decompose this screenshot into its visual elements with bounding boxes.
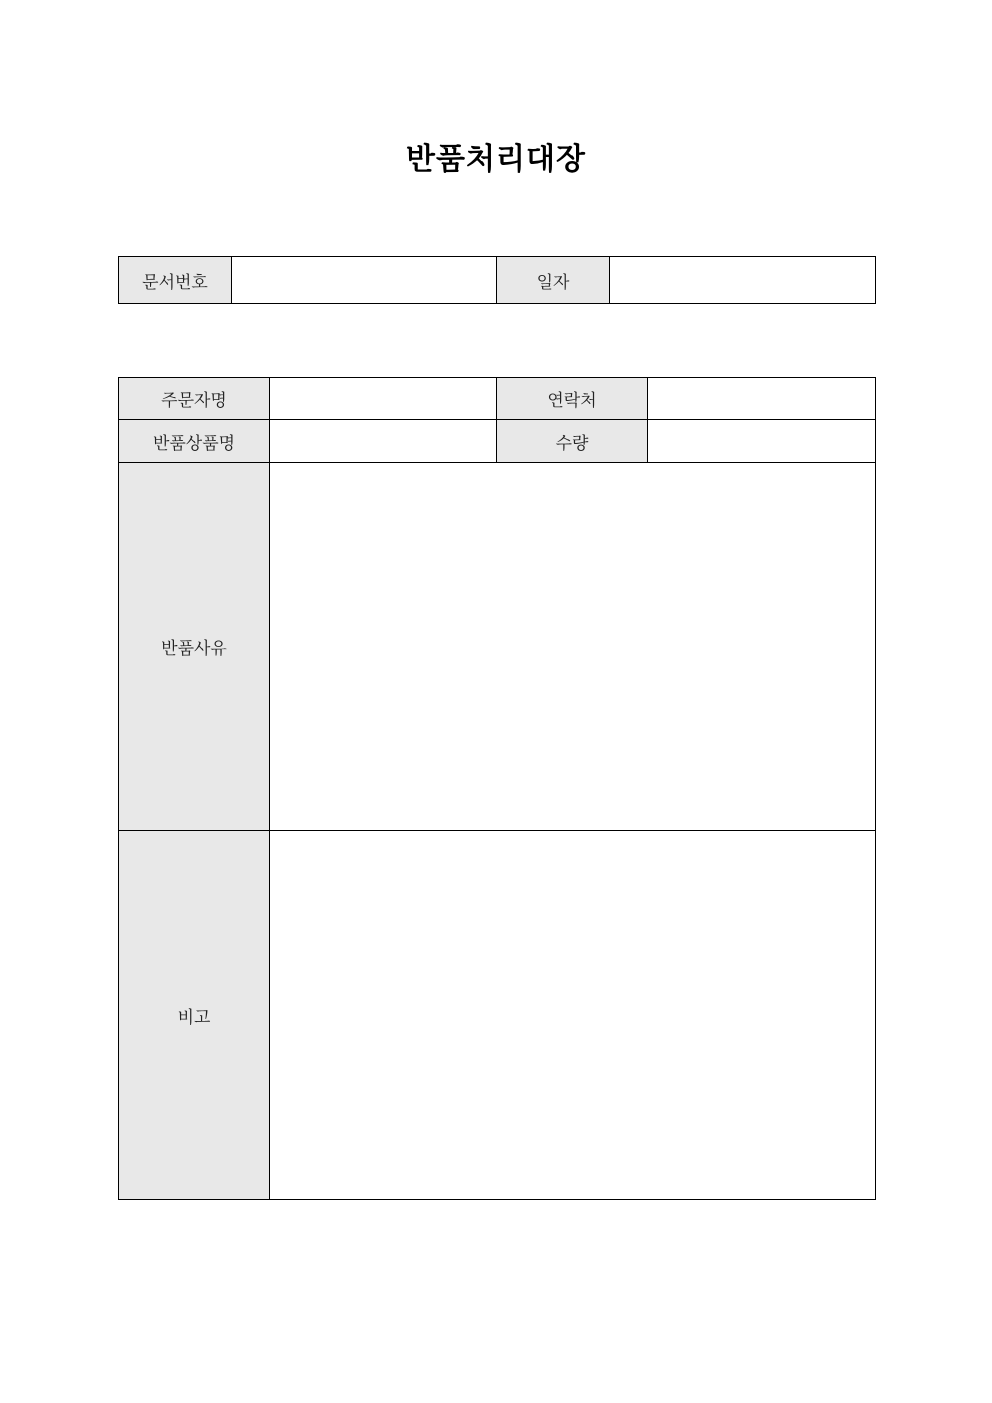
orderer-name-label: 주문자명 xyxy=(119,378,270,420)
remarks-field[interactable] xyxy=(270,831,876,1200)
return-reason-label: 반품사유 xyxy=(119,463,270,831)
reason-row xyxy=(119,463,876,831)
doc-number-label: 문서번호 xyxy=(119,257,232,304)
product-row xyxy=(119,420,876,463)
remarks-label: 비고 xyxy=(119,831,270,1200)
doc-number-field[interactable] xyxy=(232,257,497,304)
quantity-field[interactable] xyxy=(648,420,876,463)
date-field[interactable] xyxy=(610,257,876,304)
return-reason-field[interactable] xyxy=(270,463,876,831)
quantity-label: 수량 xyxy=(497,420,648,463)
product-name-field[interactable] xyxy=(270,420,497,463)
orderer-row xyxy=(119,378,876,420)
product-name-label: 반품상품명 xyxy=(119,420,270,463)
remarks-row xyxy=(119,831,876,1200)
return-details-table xyxy=(118,377,876,1200)
date-label: 일자 xyxy=(497,257,610,304)
page-title: 반품처리대장 xyxy=(406,142,586,177)
contact-label: 연락처 xyxy=(497,378,648,420)
orderer-name-field[interactable] xyxy=(270,378,497,420)
document-info-table xyxy=(118,256,876,304)
document-info-row xyxy=(119,257,876,304)
contact-field[interactable] xyxy=(648,378,876,420)
